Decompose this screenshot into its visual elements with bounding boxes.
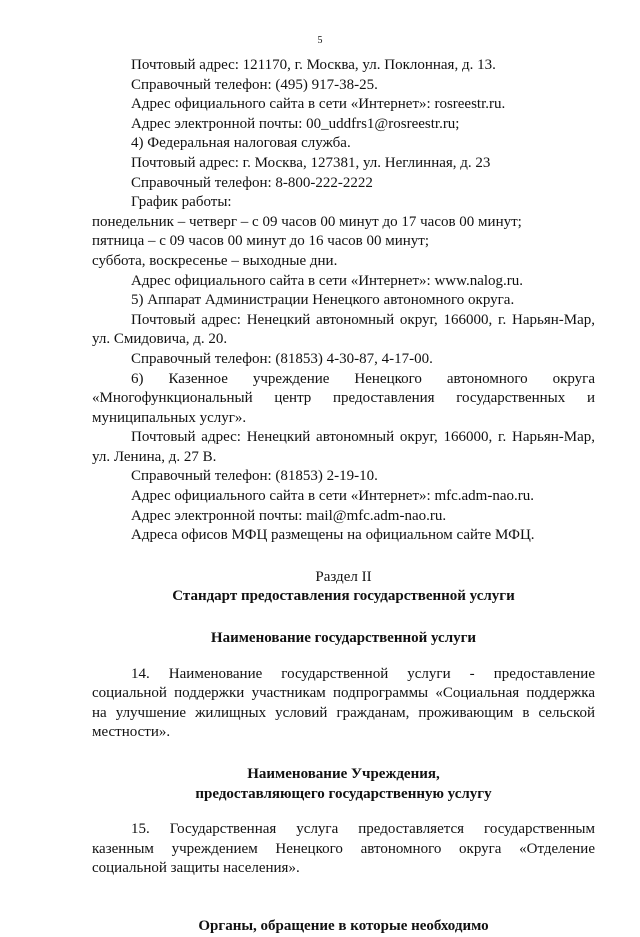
administration-postal-address: Почтовый адрес: Ненецкий автономный округ, 166000, г. Нарьян-Мар, ул. Смидовича, д. 20. — [92, 311, 595, 348]
mfc-postal-address: Почтовый адрес: Ненецкий автономный округ, 166000, г. Нарьян-Мар, ул. Ленина, д. 27 В. — [92, 429, 595, 465]
service-name-heading: Наименование государственной услуги — [210, 630, 477, 647]
mfc-offices-note: Адреса офисов МФЦ размещены на официальном сайте МФЦ. — [131, 527, 535, 544]
mfc-item-title: 6) Казенное учреждение Ненецкого автономного округа «Многофункциональный центр предоставления государственных и муниципальных услуг». — [92, 370, 595, 426]
rosreestr-phone: Справочный телефон: (495) 917-38-25. — [131, 76, 378, 93]
institution-heading-line2: предоставляющего государственную услугу — [195, 785, 492, 802]
institution-heading-line1: Наименование Учреждения, — [247, 766, 440, 782]
section-title: Стандарт предоставления государственной услуги — [172, 588, 515, 605]
mfc-phone: Справочный телефон: (81853) 2-19-10. — [131, 468, 378, 485]
institution-paragraph: 15. Государственная услуга предоставляется государственным казенным учреждением Ненецкого автономного округа «Отделение социальной защиты населения». — [92, 821, 595, 877]
fns-schedule-label: График работы: — [131, 194, 232, 211]
administration-item-title: 5) Аппарат Администрации Ненецкого автономного округа. — [131, 292, 515, 309]
page-number: 5 — [317, 35, 323, 46]
fns-phone: Справочный телефон: 8-800-222-2222 — [131, 174, 373, 191]
fns-item-title: 4) Федеральная налоговая служба. — [131, 135, 351, 152]
service-name-paragraph: 14. Наименование государственной услуги - предоставление социальной поддержки участникам подпрограммы «Социальная поддержка на улучшение жилищных условий гражданам, проживающим в сельской местности». — [92, 665, 595, 741]
rosreestr-postal-address: Почтовый адрес: 121170, г. Москва, ул. Поклонная, д. 13. — [131, 57, 496, 73]
administration-phone: Справочный телефон: (81853) 4-30-87, 4-17-00. — [131, 350, 433, 367]
fns-schedule-weekend: суббота, воскресенье – выходные дни. — [92, 252, 338, 269]
bodies-heading: Органы, обращение в которые необходимо — [198, 917, 489, 934]
fns-postal-address: Почтовый адрес: г. Москва, 127381, ул. Неглинная, д. 23 — [131, 154, 491, 171]
mfc-email: Адрес электронной почты: mail@mfc.adm-nao.ru. — [131, 507, 447, 524]
fns-website: Адрес официального сайта в сети «Интернет»: www.nalog.ru. — [131, 272, 524, 289]
fns-schedule-weekdays: понедельник – четверг – с 09 часов 00 минут до 17 часов 00 минут; — [92, 213, 522, 230]
fns-schedule-friday: пятница – с 09 часов 00 минут до 16 часов 00 минут; — [92, 233, 430, 250]
mfc-website: Адрес официального сайта в сети «Интернет»: mfc.adm-nao.ru. — [131, 488, 534, 505]
rosreestr-website: Адрес официального сайта в сети «Интернет»: rosreestr.ru. — [131, 96, 506, 113]
section-label: Раздел II — [315, 568, 372, 585]
document-body — [92, 56, 595, 937]
rosreestr-email: Адрес электронной почты: 00_uddfrs1@rosreestr.ru; — [131, 115, 460, 132]
